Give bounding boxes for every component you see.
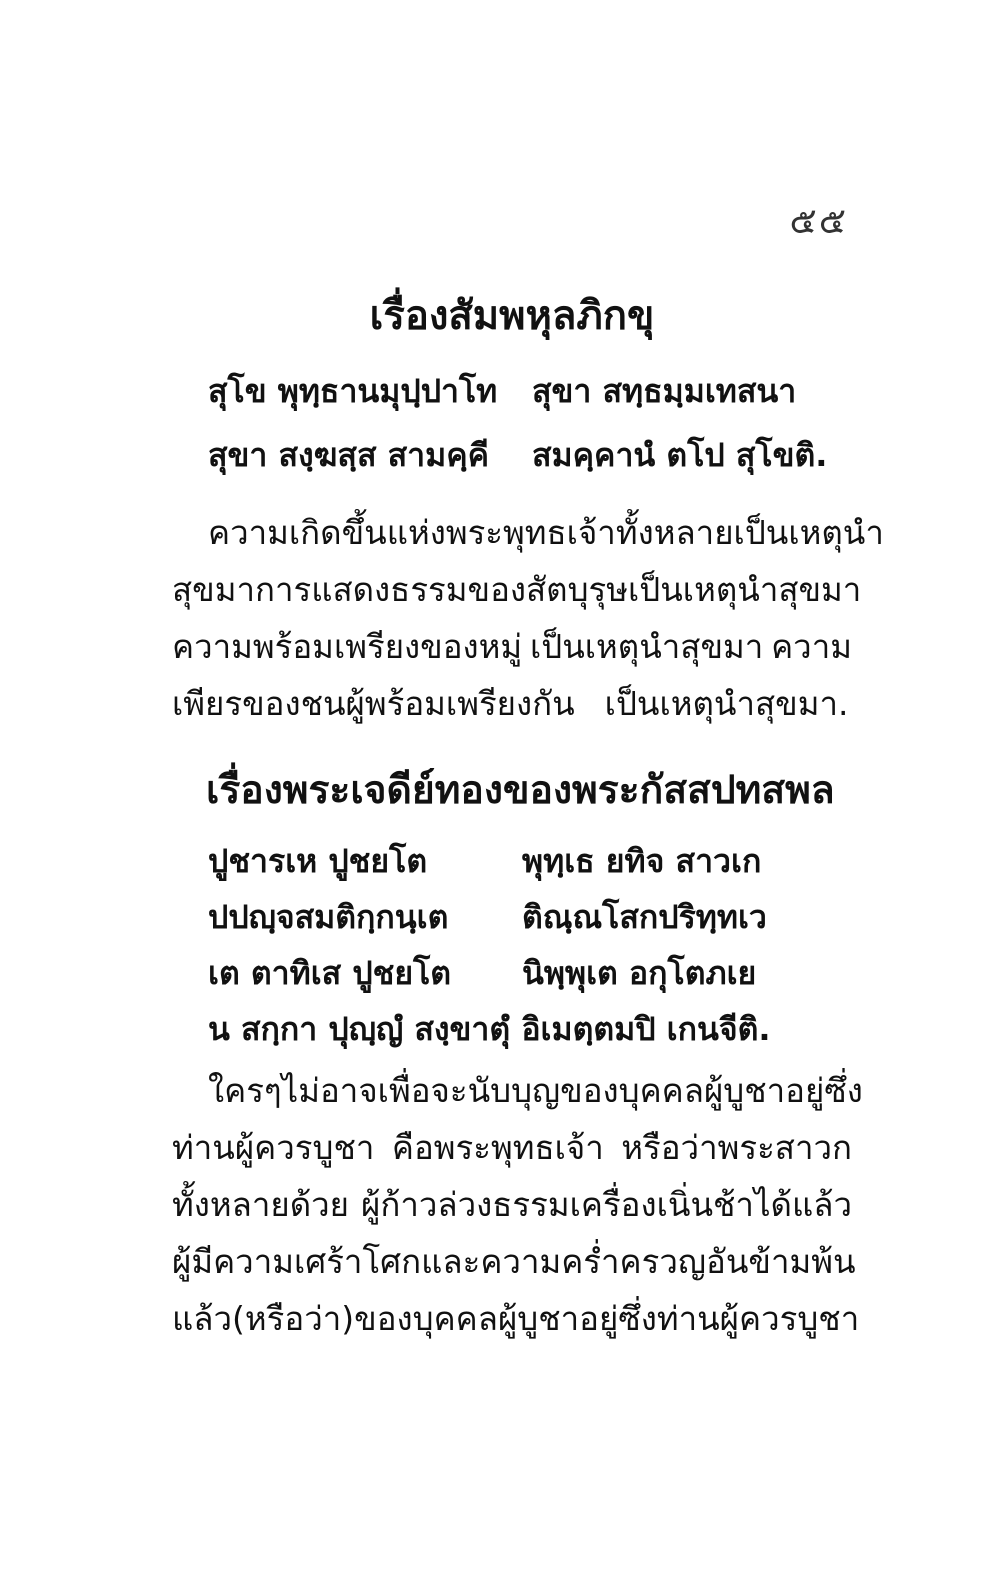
word: (หรือว่า) [232,1299,355,1338]
word: เป็นเหตุนำ [733,513,884,552]
para-1-line [172,561,862,618]
word: คือพระพุทธเจ้า [391,1128,604,1167]
word: ความพร้อมเพรียงของหมู่ [172,627,523,666]
verse-1-line-1-b: สุขา สทฺธมฺมเทสนา [532,372,797,410]
word: ทั้งหลายด้วย [172,1185,350,1224]
para-2-line [172,1290,860,1347]
word: ผู้ก้าวล่วงธรรมเครื่องเนิ่นช้าได้แล้ว [361,1185,852,1224]
word: ของบุคคลผู้บูชาอยู่ [354,1299,619,1338]
para-1-line [172,504,884,561]
verse-2-line-3-b: นิพฺพุเต อกุโตภเย [522,954,757,992]
section-2-paragraph [172,1062,863,1347]
word: เป็นเหตุนำสุขมา [628,570,862,609]
word: ไม่อาจเพื่อจะนับบุญของบุคคลผู้บูชาอยู่ [281,1071,825,1110]
verse-2-line-1-a: ปูชารเห ปูชยโต [208,842,428,880]
word: เป็นเหตุนำสุขมา [529,627,764,666]
word: ความเกิดขึ้นแห่งพระพุทธเจ้าทั้งหลาย [208,513,734,552]
verse-2-line-3-a: เต ตาทิเส ปูชยโต [208,954,452,992]
page-number: ๕๕ [789,201,848,242]
word: ใครๆ [208,1071,282,1110]
word: ผู้มีความเศร้าโศก [172,1242,422,1281]
word: เพียรของชนผู้พร้อมเพรียงกัน [172,684,575,723]
verse-2-line-2-a: ปปญฺจสมติกฺกนฺเต [208,898,449,936]
para-2-line [172,1119,852,1176]
word: ท่านผู้ควรบูชา [172,1128,375,1167]
word: ซึ่ง [824,1071,863,1110]
para-2-line [172,1062,863,1119]
word: เป็นเหตุนำสุขมา. [604,684,849,723]
verse-2-line-1-b: พุทฺเธ ยทิจ สาวเก [522,842,762,880]
verse-1-line-2-b: สมคฺคานํ ตโป สุโขติ. [532,436,828,474]
verse-1-line-1-a: สุโข พุทฺธานมุปฺปาโท [208,372,498,410]
para-2-line [172,1176,852,1233]
word: การแสดงธรรมของสัตบุรุษ [254,570,629,609]
word: หรือว่าพระสาวก [621,1128,852,1167]
word: แล้ว [172,1299,233,1338]
para-1-line [172,675,852,732]
word: ซึ่งท่านผู้ควรบูชา [618,1299,860,1338]
verse-1-line-2-a: สุขา สงฺฆสฺส สามคฺคี [208,436,490,474]
section-1-title: เรื่องสัมพหุลภิกขุ [369,293,655,339]
word: สุขมา [172,570,255,609]
para-1-line [172,618,852,675]
word: ความ [771,627,852,666]
word: และความคร่ำครวญอันข้ามพ้น [421,1242,856,1281]
section-1-paragraph [172,504,884,732]
section-2-title: เรื่องพระเจดีย์ทองของพระกัสสปทสพล [206,768,835,813]
verse-2-line-4: น สกฺกา ปุญฺญํ สงฺขาตุํ อิเมตฺตมปิ เกนจีติ. [208,1010,771,1048]
verse-2-line-2-b: ติณฺณโสกปริทฺทเว [522,898,767,936]
para-2-line [172,1233,856,1290]
